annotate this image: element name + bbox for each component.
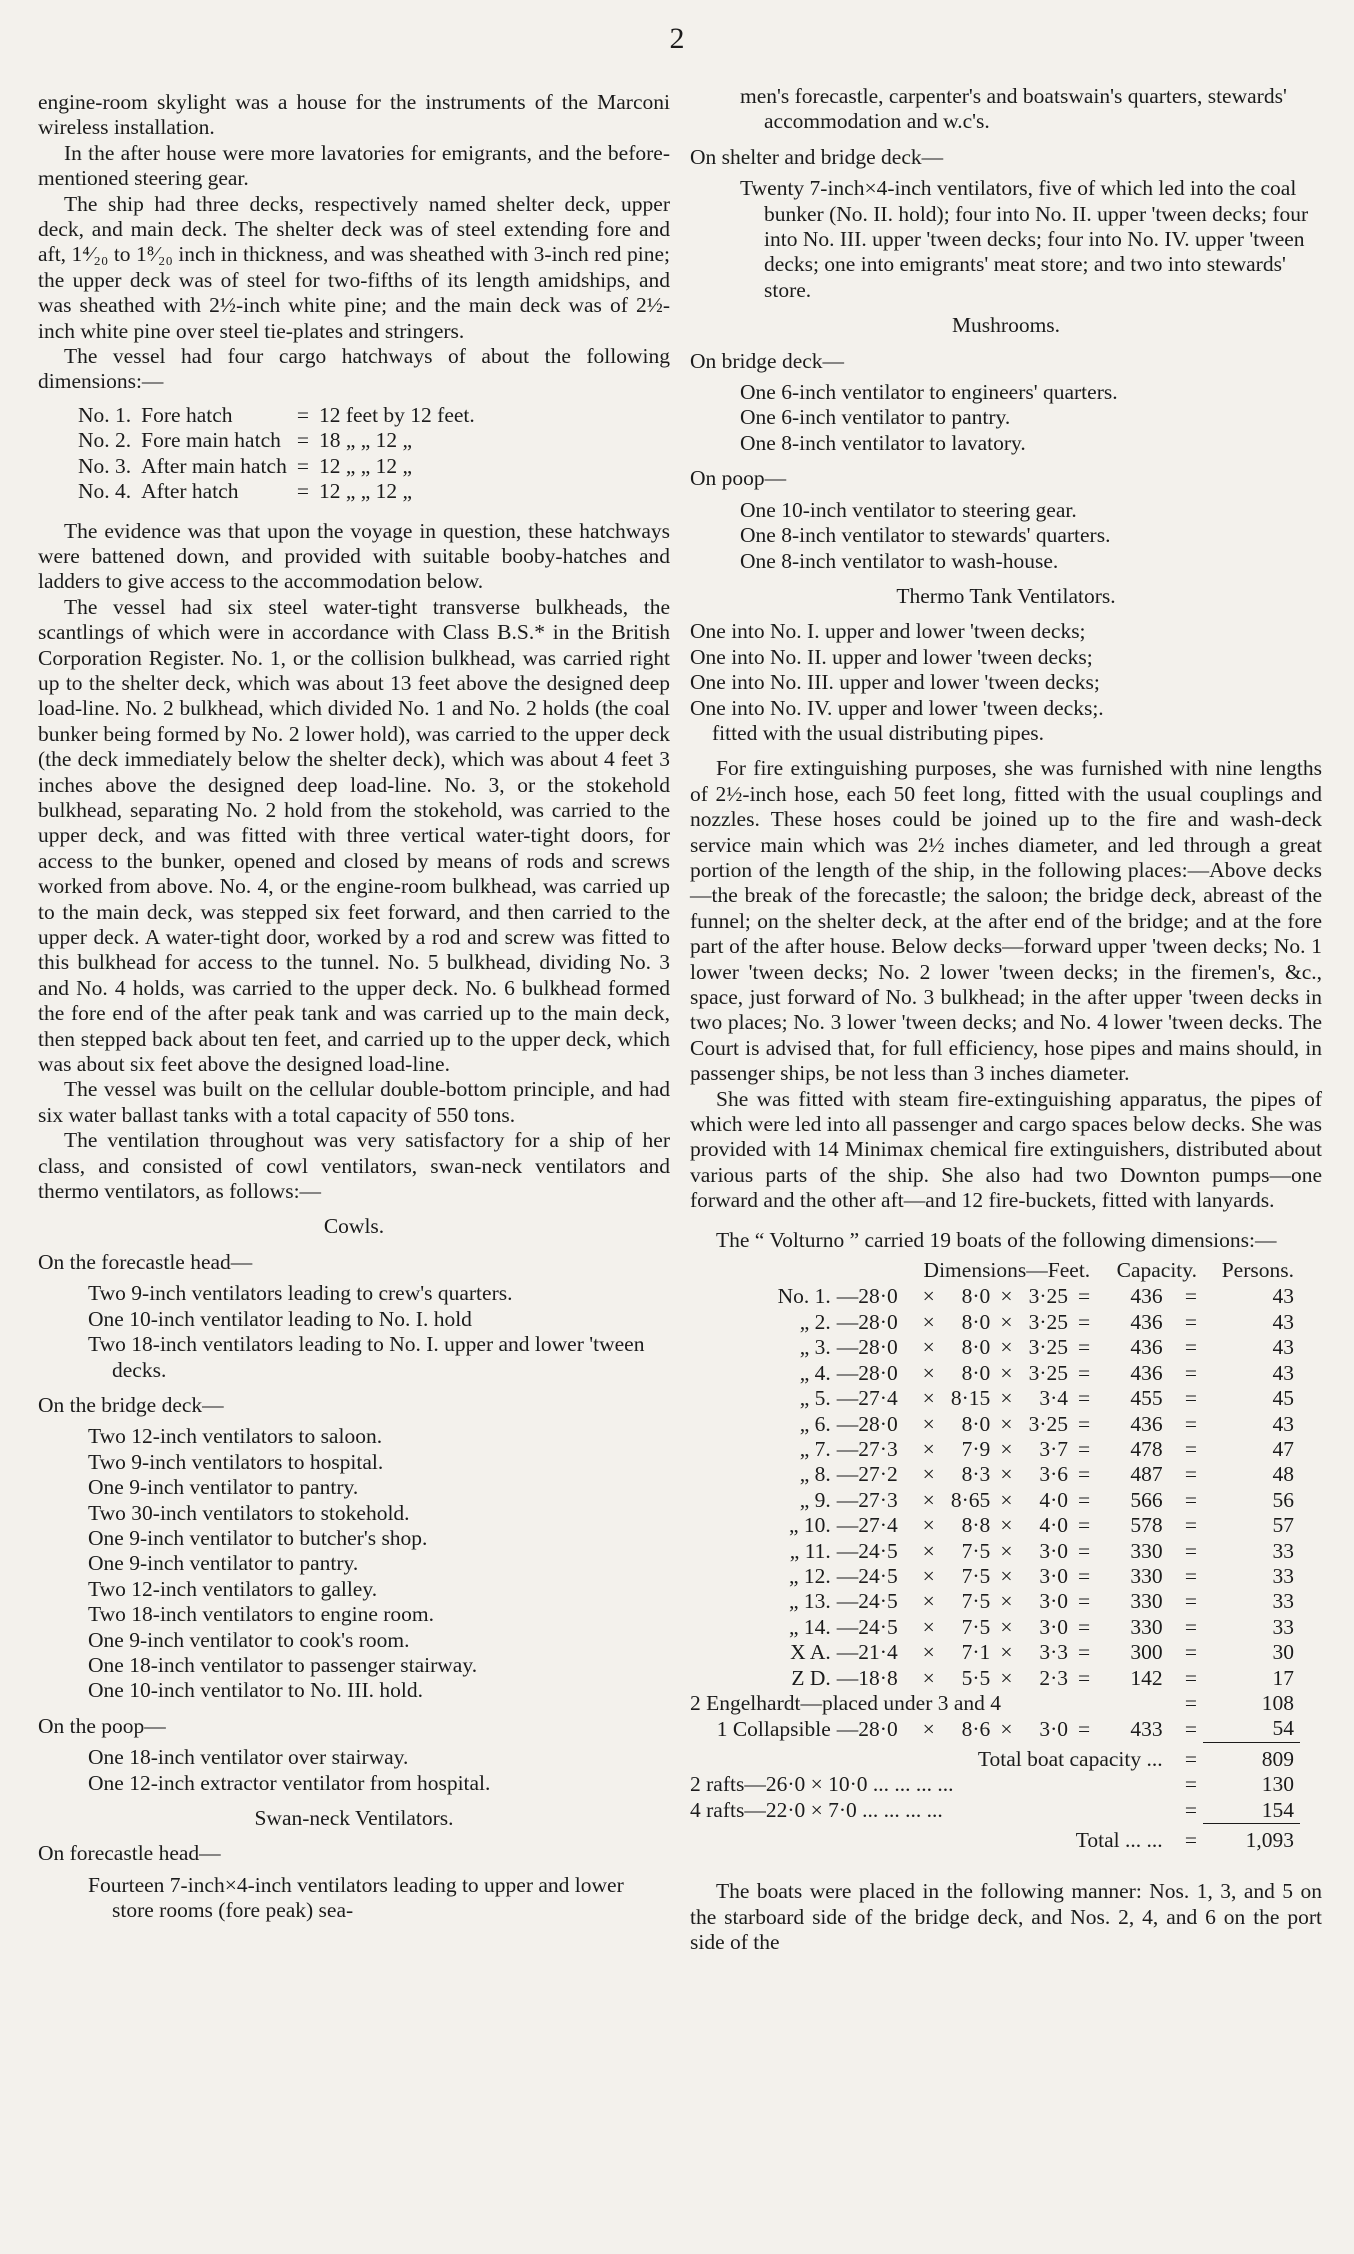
- boat-length: —21·4: [836, 1640, 898, 1665]
- list-item: One 12-inch extractor ventilator from hospital.: [88, 1770, 491, 1795]
- boat-length: —28·0: [836, 1309, 898, 1334]
- equals-sign: =: [1078, 1284, 1091, 1309]
- column-header: Persons.: [1221, 1258, 1294, 1283]
- times-sign: ×: [1000, 1563, 1013, 1588]
- boat-depth: 3·0: [1039, 1589, 1068, 1614]
- equals-sign: =: [1078, 1589, 1091, 1614]
- times-sign: ×: [1000, 1309, 1013, 1334]
- list-item: One 18-inch ventilator over stairway.: [88, 1745, 409, 1770]
- page-number: 2: [669, 22, 685, 55]
- boat-persons: 33: [1272, 1563, 1294, 1588]
- boat-length: —18·8: [836, 1665, 898, 1690]
- boat-capacity: 300: [1130, 1640, 1163, 1665]
- table-row: [690, 1742, 1300, 1772]
- list-item: One into No. IV. upper and lower 'tween decks;.: [690, 695, 1104, 720]
- section-heading: Mushrooms.: [951, 313, 1061, 338]
- times-sign: ×: [922, 1487, 935, 1512]
- boat-depth: 4·0: [1039, 1487, 1068, 1512]
- equals-sign: =: [1184, 1462, 1198, 1487]
- list-item: One 9-inch ventilator to cook's room.: [88, 1627, 410, 1652]
- boat-length: —28·0: [836, 1335, 898, 1360]
- boat-persons: 33: [1272, 1589, 1294, 1614]
- list-item: One into No. III. upper and lower 'tween decks;: [690, 670, 1100, 695]
- boat-length: —27·4: [836, 1386, 898, 1411]
- boat-breadth: 5·5: [961, 1665, 991, 1690]
- list-item: One 10-inch ventilator to steering gear.: [740, 497, 1077, 522]
- list-item: One 18-inch ventilator to passenger stairway.: [88, 1652, 478, 1677]
- list-item: Two 30-inch ventilators to stokehold.: [88, 1500, 410, 1525]
- boat-persons: 108: [1261, 1690, 1294, 1715]
- item-list: [740, 380, 1322, 456]
- boat-breadth: 7·9: [961, 1436, 991, 1461]
- table-row: [690, 1437, 1300, 1462]
- equals-sign: =: [1184, 1284, 1198, 1309]
- table-row: [690, 1640, 1300, 1665]
- equals-sign: =: [1078, 1538, 1091, 1563]
- boat-persons: 57: [1272, 1513, 1294, 1538]
- equals-sign: =: [1078, 1309, 1091, 1334]
- equals-sign: =: [1184, 1797, 1198, 1822]
- boat-number: „ 6.: [799, 1411, 831, 1436]
- times-sign: ×: [1000, 1462, 1013, 1487]
- location-label: On poop—: [690, 466, 787, 491]
- list-item: Fourteen 7-inch×4-inch ventilators leading to upper and lower store rooms (fore peak) sea-: [88, 1872, 624, 1923]
- boat-number: „ 14.: [788, 1614, 831, 1639]
- boat-number: „ 5.: [799, 1386, 831, 1411]
- times-sign: ×: [922, 1309, 935, 1334]
- item-list: [88, 1424, 670, 1703]
- item-list: [740, 176, 1322, 303]
- boat-number: „ 13.: [788, 1589, 831, 1614]
- hatch-no: No. 1.: [78, 402, 132, 427]
- boat-number: „ 11.: [789, 1538, 831, 1563]
- table-row: [690, 1488, 1300, 1513]
- boat-breadth: 8·0: [961, 1284, 991, 1309]
- boat-breadth: 8·8: [961, 1513, 991, 1538]
- table-row: [690, 1666, 1300, 1691]
- boat-depth: 3·4: [1039, 1386, 1068, 1411]
- location-label: On bridge deck—: [690, 348, 845, 373]
- boat-depth: 3·0: [1039, 1716, 1068, 1741]
- boat-capacity: 436: [1130, 1284, 1163, 1309]
- boat-breadth: 8·15: [950, 1386, 991, 1411]
- paragraph: The “ Volturno ” carried 19 boats of the following dimensions:—: [716, 1227, 1277, 1252]
- summary-label: Total boat capacity ...: [977, 1746, 1163, 1771]
- times-sign: ×: [1000, 1640, 1013, 1665]
- hatch-no: No. 2.: [78, 428, 132, 453]
- list-item: One into No. I. upper and lower 'tween decks;: [690, 619, 1086, 644]
- paragraph: The ventilation throughout was very satisfactory for a ship of her class, and consisted of cowl ventilators, swan-neck ventilators and thermo ventilators, as follows:—: [38, 1128, 670, 1204]
- boat-capacity: 578: [1130, 1513, 1163, 1538]
- equals-sign: =: [1184, 1309, 1198, 1334]
- equals-sign: =: [1078, 1513, 1091, 1538]
- boat-depth: 3·0: [1039, 1538, 1068, 1563]
- summary-value: 154: [1261, 1797, 1294, 1822]
- boat-depth: 3·25: [1028, 1411, 1068, 1436]
- hatch-dims: 12 feet by 12 feet.: [318, 402, 475, 427]
- boat-capacity: 455: [1130, 1386, 1163, 1411]
- table-row: [690, 1564, 1300, 1589]
- equals-sign: =: [1078, 1386, 1091, 1411]
- table-row: [690, 1361, 1300, 1386]
- boat-number: X A.: [790, 1640, 831, 1665]
- list-item: One 6-inch ventilator to engineers' quarters.: [740, 380, 1118, 405]
- times-sign: ×: [1000, 1538, 1013, 1563]
- equals-sign: =: [1078, 1462, 1091, 1487]
- list-item: Two 9-inch ventilators to hospital.: [88, 1449, 384, 1474]
- times-sign: ×: [922, 1284, 935, 1309]
- boat-capacity: 142: [1130, 1665, 1163, 1690]
- table-row: [690, 1539, 1300, 1564]
- table-row: [690, 1691, 1300, 1716]
- summary-value: 130: [1261, 1772, 1294, 1797]
- boat-capacity: 478: [1130, 1436, 1163, 1461]
- boat-persons: 43: [1272, 1360, 1294, 1385]
- hatch-eq: =: [296, 453, 309, 478]
- boat-length: —27·3: [836, 1487, 898, 1512]
- list-item: Two 12-inch ventilators to saloon.: [88, 1424, 383, 1449]
- table-row: [690, 1615, 1300, 1640]
- hatch-dims: 18 „ „ 12 „: [318, 428, 413, 453]
- boat-number: „ 10.: [788, 1513, 831, 1538]
- table-row: [690, 1386, 1300, 1411]
- times-sign: ×: [1000, 1665, 1013, 1690]
- equals-sign: =: [1078, 1614, 1091, 1639]
- equals-sign: =: [1078, 1436, 1091, 1461]
- hatch-name: Fore hatch: [141, 402, 233, 427]
- boat-breadth: 8·3: [961, 1462, 991, 1487]
- equals-sign: =: [1078, 1640, 1091, 1665]
- times-sign: ×: [922, 1411, 935, 1436]
- boat-length: —24·5: [836, 1538, 898, 1563]
- boat-persons: 56: [1272, 1487, 1294, 1512]
- boat-persons: 43: [1272, 1284, 1294, 1309]
- boat-depth: 2·3: [1039, 1665, 1068, 1690]
- table-row: [690, 1284, 1300, 1309]
- equals-sign: =: [1184, 1563, 1198, 1588]
- boat-length: —28·0: [836, 1411, 898, 1436]
- equals-sign: =: [1078, 1487, 1091, 1512]
- boat-persons: 47: [1272, 1436, 1294, 1461]
- boat-depth: 3·25: [1028, 1335, 1068, 1360]
- right-column: [690, 84, 1322, 1956]
- boat-length: —24·5: [836, 1589, 898, 1614]
- column-header: Capacity.: [1116, 1258, 1198, 1283]
- times-sign: ×: [1000, 1614, 1013, 1639]
- equals-sign: =: [1184, 1513, 1198, 1538]
- equals-sign: =: [1184, 1386, 1198, 1411]
- boat-length: —28·0: [836, 1360, 898, 1385]
- equals-sign: =: [1184, 1335, 1198, 1360]
- location-label: On forecastle head—: [38, 1841, 221, 1866]
- boat-breadth: 8·6: [961, 1716, 991, 1741]
- times-sign: ×: [1000, 1386, 1013, 1411]
- boat-breadth: 7·5: [961, 1563, 991, 1588]
- hatch-no: No. 4.: [78, 479, 132, 504]
- list-item: Two 18-inch ventilators to engine room.: [88, 1602, 435, 1627]
- times-sign: ×: [922, 1614, 935, 1639]
- boat-length: —27·3: [836, 1436, 898, 1461]
- hatch-dims: 12 „ „ 12 „: [318, 453, 413, 478]
- boat-label: 2 Engelhardt—placed under 3 and 4: [690, 1690, 1002, 1715]
- times-sign: ×: [922, 1335, 935, 1360]
- summary-value: 809: [1203, 1742, 1300, 1772]
- boat-length: —27·2: [836, 1462, 898, 1487]
- boat-breadth: 8·0: [961, 1360, 991, 1385]
- boat-length: —27·4: [836, 1513, 898, 1538]
- table-row: [690, 1798, 1300, 1824]
- boat-persons: 43: [1272, 1309, 1294, 1334]
- boat-persons: 43: [1272, 1335, 1294, 1360]
- equals-sign: =: [1078, 1665, 1091, 1690]
- summary-value: 1,093: [1203, 1824, 1300, 1854]
- boat-breadth: 7·1: [961, 1640, 991, 1665]
- boat-persons: 45: [1272, 1386, 1294, 1411]
- paragraph: For fire extinguishing purposes, she was furnished with nine lengths of 2½-inch hose, each 50 feet long, fitted with the usual couplings and nozzles. These hoses could be joined up to the fire and wash-deck service main which was 2½ inches diameter, and led through a great portion of the length of the ship, in the following places:—Above decks—the break of the forecastle; the saloon; the bridge deck, abreast of the funnel; on the shelter deck, at the after end of the bridge; and at the fore part of the after house. Below decks—forward upper 'tween decks; No. 1 lower 'tween decks; No. 2 lower 'tween decks; in the firemen's, &c., space, just forward of No. 3 bulkhead; in the after upper 'tween decks in two places; No. 3 lower 'tween decks; and No. 4 lower 'tween decks. The Court is advised that, for full efficiency, hose pipes and mains should, in passenger ships, be not less than 3 inches diameter.: [690, 756, 1322, 1086]
- boat-number: „ 8.: [799, 1462, 831, 1487]
- list-item: One 6-inch ventilator to pantry.: [740, 405, 1011, 430]
- times-sign: ×: [1000, 1411, 1013, 1436]
- list-item: Two 12-inch ventilators to galley.: [88, 1576, 378, 1601]
- boat-capacity: 487: [1130, 1462, 1163, 1487]
- boat-depth: 3·7: [1039, 1436, 1068, 1461]
- boat-persons: 30: [1272, 1640, 1294, 1665]
- equals-sign: =: [1184, 1772, 1198, 1797]
- times-sign: ×: [1000, 1360, 1013, 1385]
- thermo-list: [690, 619, 1322, 721]
- table-row: [690, 1772, 1300, 1797]
- paragraph: In the after house were more lavatories for emigrants, and the before-mentioned steering gear.: [38, 140, 670, 191]
- paragraph: The vessel had four cargo hatchways of about the following dimensions:—: [38, 344, 670, 394]
- boat-length: —24·5: [836, 1614, 898, 1639]
- table-row: [78, 428, 485, 453]
- item-list-continued: [740, 84, 1322, 135]
- hatch-dims: 12 „ „ 12 „: [318, 479, 413, 504]
- list-item: One 8-inch ventilator to stewards' quarters.: [740, 523, 1111, 548]
- equals-sign: =: [1184, 1716, 1198, 1741]
- list-item: Twenty 7-inch×4-inch ventilators, five of which led into the coal bunker (No. II. hold); four into No. II. upper 'tween decks; four into No. III. upper 'tween decks; four into No. IV. upper 'tween decks; one into emigrants' meat store; and two into stewards' store.: [740, 176, 1309, 302]
- table-row: [690, 1335, 1300, 1360]
- times-sign: ×: [922, 1462, 935, 1487]
- equals-sign: =: [1184, 1360, 1198, 1385]
- boat-depth: 3·0: [1039, 1614, 1068, 1639]
- times-sign: ×: [922, 1589, 935, 1614]
- boat-breadth: 8·0: [961, 1411, 991, 1436]
- boat-length: —28·0: [836, 1716, 898, 1741]
- location-label: On the poop—: [38, 1713, 166, 1738]
- paragraph: The vessel was built on the cellular double-bottom principle, and had six water ballast tanks with a total capacity of 550 tons.: [38, 1077, 670, 1127]
- hatch-name: After main hatch: [141, 453, 287, 478]
- boat-capacity: 436: [1130, 1360, 1163, 1385]
- location-label: On the bridge deck—: [38, 1392, 224, 1417]
- times-sign: ×: [922, 1665, 935, 1690]
- boat-number: „ 9.: [799, 1487, 831, 1512]
- location-label: On shelter and bridge deck—: [690, 144, 944, 169]
- summary-label: 4 rafts—22·0 × 7·0 ... ... ... ...: [690, 1797, 943, 1822]
- boat-number: „ 7.: [799, 1436, 831, 1461]
- table-row: [690, 1310, 1300, 1335]
- boat-persons: 54: [1272, 1716, 1294, 1741]
- times-sign: ×: [1000, 1716, 1013, 1741]
- boat-breadth: 8·0: [961, 1335, 991, 1360]
- equals-sign: =: [1184, 1436, 1198, 1461]
- list-item: One 9-inch ventilator to pantry.: [88, 1475, 359, 1500]
- boat-breadth: 7·5: [961, 1614, 991, 1639]
- boat-number: Z D.: [791, 1665, 831, 1690]
- left-column: [38, 90, 670, 1930]
- equals-sign: =: [1184, 1665, 1198, 1690]
- table-row: [690, 1513, 1300, 1538]
- boat-depth: 3·6: [1039, 1462, 1068, 1487]
- list-item: One 9-inch ventilator to butcher's shop.: [88, 1525, 428, 1550]
- boat-persons: 17: [1272, 1665, 1294, 1690]
- boat-breadth: 8·0: [961, 1309, 991, 1334]
- times-sign: ×: [1000, 1335, 1013, 1360]
- boat-number: „ 12.: [788, 1563, 831, 1588]
- times-sign: ×: [922, 1513, 935, 1538]
- boat-persons: 43: [1272, 1411, 1294, 1436]
- times-sign: ×: [1000, 1436, 1013, 1461]
- table-row: [690, 1412, 1300, 1437]
- table-row: [690, 1716, 1300, 1742]
- boat-depth: 3·25: [1028, 1360, 1068, 1385]
- column-header: Dimensions—Feet.: [923, 1258, 1091, 1283]
- times-sign: ×: [922, 1538, 935, 1563]
- paragraph: engine-room skylight was a house for the instruments of the Marconi wireless installation.: [38, 90, 670, 140]
- boat-depth: 3·25: [1028, 1284, 1068, 1309]
- location-label: On the forecastle head—: [38, 1249, 253, 1274]
- boat-capacity: 436: [1130, 1411, 1163, 1436]
- section-heading: Thermo Tank Ventilators.: [896, 583, 1116, 608]
- equals-sign: =: [1184, 1411, 1198, 1436]
- equals-sign: =: [1078, 1716, 1091, 1741]
- times-sign: ×: [922, 1716, 935, 1741]
- table-row: [690, 1589, 1300, 1614]
- list-item: One 8-inch ventilator to wash-house.: [740, 548, 1059, 573]
- boat-persons: 33: [1272, 1614, 1294, 1639]
- boat-capacity: 566: [1130, 1487, 1163, 1512]
- boats-table: [690, 1257, 1300, 1853]
- boat-depth: 4·0: [1039, 1513, 1068, 1538]
- boat-number: „ 4.: [799, 1360, 831, 1385]
- list-item: One into No. II. upper and lower 'tween decks;: [690, 644, 1093, 669]
- boat-persons: 48: [1272, 1462, 1294, 1487]
- item-list: [88, 1281, 670, 1383]
- times-sign: ×: [1000, 1513, 1013, 1538]
- equals-sign: =: [1184, 1746, 1198, 1771]
- item-list: [88, 1745, 670, 1796]
- boat-breadth: 8·65: [950, 1487, 991, 1512]
- equals-sign: =: [1184, 1589, 1198, 1614]
- boat-capacity: 436: [1130, 1335, 1163, 1360]
- boat-breadth: 7·5: [961, 1589, 991, 1614]
- hatch-eq: =: [296, 428, 309, 453]
- paragraph: The ship had three decks, respectively named shelter deck, upper deck, and main deck. The shelter deck was of steel extending fore and aft, 1⁴⁄₂₀ to 1⁸⁄₂₀ inch in thickness, and was sheathed with 3-inch red pine; the upper deck was of steel for two-fifths of its length amidships, and was sheathed with 2½-inch white pine; and the main deck was of 2½-inch white pine over steel tie-plates and stringers.: [38, 191, 670, 343]
- equals-sign: =: [1078, 1335, 1091, 1360]
- table-row: [78, 454, 485, 479]
- list-item: Two 18-inch ventilators leading to No. I. upper and lower 'tween decks.: [88, 1332, 645, 1382]
- section-heading: Swan-neck Ventilators.: [254, 1806, 454, 1830]
- boat-number: „ 2.: [799, 1309, 831, 1334]
- list-item: One 10-inch ventilator to No. III. hold.: [88, 1678, 423, 1703]
- boat-length: —24·5: [836, 1563, 898, 1588]
- boat-capacity: 330: [1130, 1589, 1163, 1614]
- paragraph: She was fitted with steam fire-extinguishing apparatus, the pipes of which were led into all passenger and cargo spaces below decks. She was provided with 14 Minimax chemical fire extinguishers, distributed about various parts of the ship. She also had two Downton pumps—one forward and the other aft—and 12 fire-buckets, fitted with lanyards.: [690, 1086, 1322, 1213]
- boat-capacity: 330: [1130, 1614, 1163, 1639]
- thermo-tail: fitted with the usual distributing pipes.: [712, 720, 1045, 745]
- hatch-eq: =: [296, 402, 309, 427]
- table-row: [78, 403, 485, 428]
- times-sign: ×: [922, 1436, 935, 1461]
- section-heading: Cowls.: [323, 1214, 385, 1239]
- times-sign: ×: [1000, 1284, 1013, 1309]
- boat-number: 1 Collapsible: [716, 1716, 831, 1741]
- boat-capacity: 330: [1130, 1563, 1163, 1588]
- boat-capacity: 436: [1130, 1309, 1163, 1334]
- item-list: [740, 498, 1322, 574]
- table-row: [690, 1462, 1300, 1487]
- times-sign: ×: [1000, 1589, 1013, 1614]
- times-sign: ×: [922, 1360, 935, 1385]
- boat-length: —28·0: [836, 1284, 898, 1309]
- boat-breadth: 7·5: [961, 1538, 991, 1563]
- boat-number: „ 3.: [799, 1335, 831, 1360]
- item-list: [88, 1873, 670, 1924]
- equals-sign: =: [1184, 1538, 1198, 1563]
- equals-sign: =: [1184, 1614, 1198, 1639]
- table-row: [78, 479, 485, 504]
- equals-sign: =: [1184, 1640, 1198, 1665]
- equals-sign: =: [1184, 1487, 1198, 1512]
- hatch-name: Fore main hatch: [141, 428, 281, 453]
- table-row: [690, 1824, 1300, 1854]
- times-sign: ×: [1000, 1487, 1013, 1512]
- hatch-no: No. 3.: [78, 453, 132, 478]
- boat-depth: 3·0: [1039, 1563, 1068, 1588]
- equals-sign: =: [1078, 1411, 1091, 1436]
- equals-sign: =: [1078, 1563, 1091, 1588]
- equals-sign: =: [1184, 1827, 1198, 1852]
- equals-sign: =: [1078, 1360, 1091, 1385]
- list-item: men's forecastle, carpenter's and boatswain's quarters, stewards' accommodation and w.c's.: [740, 84, 1287, 134]
- times-sign: ×: [922, 1563, 935, 1588]
- boat-persons: 33: [1272, 1538, 1294, 1563]
- times-sign: ×: [922, 1386, 935, 1411]
- list-item: Two 9-inch ventilators leading to crew's quarters.: [88, 1281, 513, 1306]
- paragraph: The vessel had six steel water-tight transverse bulkheads, the scantlings of which were in accordance with Class B.S.* in the British Corporation Register. No. 1, or the collision bulkhead, was carried right up to the shelter deck, which was about 13 feet above the designed deep load-line. No. 2 bulkhead, which divided No. 1 and No. 2 holds (the coal bunker being formed by No. 2 lower hold), was carried to the upper deck (the deck immediately below the shelter deck), which was about 4 feet 3 inches above the designed deep load-line. No. 3, or the stokehold bulkhead, separating No. 2 hold from the stokehold, was carried to the upper deck, and was fitted with three vertical water-tight doors, for access to the bunker, opened and closed by means of rods and screws worked from above. No. 4, or the engine-room bulkhead, was carried up to the main deck, was stepped six feet forward, and then carried to the upper deck. A water-tight door, worked by a rod and screw was fitted to this bulkhead for access to the tunnel. No. 5 bulkhead, dividing No. 3 and No. 4 holds, was carried to the upper deck. No. 6 bulkhead formed the fore end of the after peak tank and was carried up to the main deck, then stepped back about ten feet, and carried up to the upper deck, which was about six feet above the designed load-line.: [38, 594, 670, 1077]
- summary-label: 2 rafts—26·0 × 10·0 ... ... ... ...: [690, 1772, 954, 1797]
- list-item: One 9-inch ventilator to pantry.: [88, 1551, 359, 1576]
- times-sign: ×: [922, 1640, 935, 1665]
- paragraph: The boats were placed in the following manner: Nos. 1, 3, and 5 on the starboard side of the bridge deck, and Nos. 2, 4, and 6 on the port side of the: [690, 1879, 1322, 1955]
- boat-number: No. 1.: [777, 1284, 831, 1309]
- hatch-table: [78, 403, 485, 505]
- equals-sign: =: [1184, 1690, 1198, 1715]
- hatch-name: After hatch: [141, 479, 239, 504]
- list-item: One 10-inch ventilator leading to No. I. hold: [88, 1306, 472, 1331]
- boat-depth: 3·3: [1039, 1640, 1068, 1665]
- boat-depth: 3·25: [1028, 1309, 1068, 1334]
- boat-capacity: 330: [1130, 1538, 1163, 1563]
- list-item: One 8-inch ventilator to lavatory.: [740, 430, 1026, 455]
- boat-capacity: 433: [1130, 1716, 1163, 1741]
- hatch-eq: =: [296, 479, 309, 504]
- summary-label: Total ... ...: [1075, 1827, 1163, 1852]
- paragraph: The evidence was that upon the voyage in question, these hatchways were battened down, and provided with suitable booby-hatches and ladders to give access to the accommodation below.: [38, 518, 670, 594]
